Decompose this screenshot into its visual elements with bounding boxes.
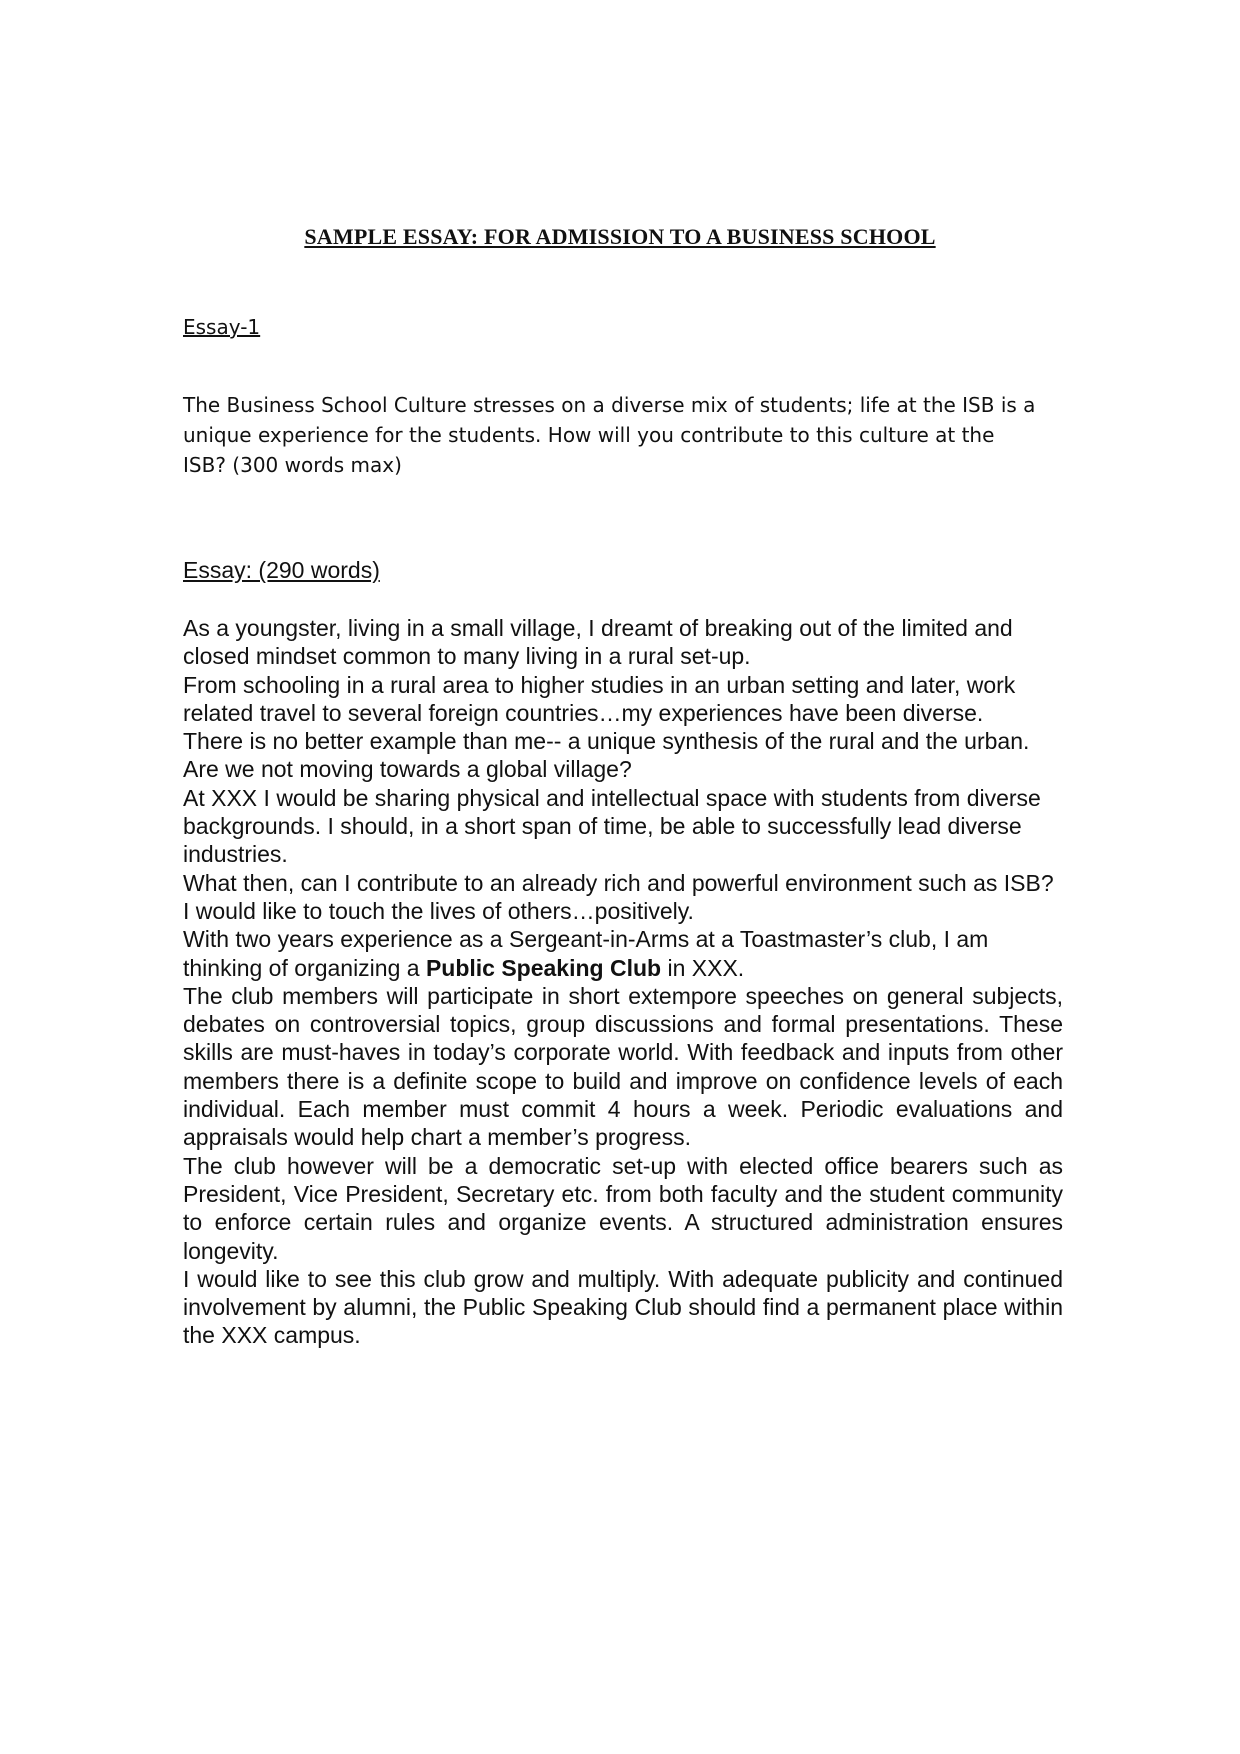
essay-paragraph: What then, can I contribute to an already rich and powerful environment such as ISB? I would like to touch the lives of others…positively. — [183, 869, 1054, 924]
document-content — [183, 312, 1063, 1350]
essay-paragraph: The club members will participate in short extempore speeches on general subjects, debates on controversial topics, group discussions and formal presentations. These skills are must-haves in today’s corporate world. With feedback and inputs from other members there is a definite scope to build and improve on confidence levels of each individual. Each member must commit 4 hours a week. Periodic evaluations and appraisals would help chart a member’s progress. — [183, 982, 1063, 1151]
paragraph-text: in XXX. — [661, 954, 745, 981]
club-name-bold: Public Speaking Club — [425, 954, 662, 981]
paragraph-text: With two years experience as a Sergeant-in-Arms at a Toastmaster’s club, I am thinking of organizing a — [183, 926, 989, 981]
essay-body — [183, 614, 1063, 1350]
essay-paragraph: I would like to see this club grow and multiply. With adequate publicity and continued involvement by alumni, the Public Speaking Club should find a permanent place within the XXX campus. — [183, 1265, 1063, 1349]
essay-paragraph: As a youngster, living in a small village, I dreamt of breaking out of the limited and closed mindset common to many living in a rural set-up. — [183, 615, 1013, 670]
essay-paragraph: There is no better example than me-- a unique synthesis of the rural and the urban. Are we not moving towards a global village? — [183, 728, 1030, 783]
essay-paragraph: At XXX I would be sharing physical and intellectual space with students from diverse backgrounds. I should, in a short span of time, be able to successfully lead diverse industries. — [183, 784, 1041, 868]
document-title: SAMPLE ESSAY: FOR ADMISSION TO A BUSINESS SCHOOL — [304, 224, 936, 249]
essay-paragraph: The club however will be a democratic set-up with elected office bearers such as President, Vice President, Secretary etc. from both faculty and the student community to enforce certain rules and organize events. A structured administration ensures longevity. — [183, 1152, 1063, 1264]
essay-heading: Essay-1 — [183, 315, 261, 339]
essay-prompt: The Business School Culture stresses on a diverse mix of students; life at the ISB is a unique experience for the students. How will you contribute to this culture at the ISB? (300 words max) — [183, 393, 1036, 477]
essay-word-count-label: Essay: (290 words) — [183, 557, 380, 583]
essay-paragraph — [183, 925, 1063, 982]
essay-paragraph: From schooling in a rural area to higher studies in an urban setting and later, work related travel to several foreign countries…my experiences have been diverse. — [183, 671, 1016, 726]
